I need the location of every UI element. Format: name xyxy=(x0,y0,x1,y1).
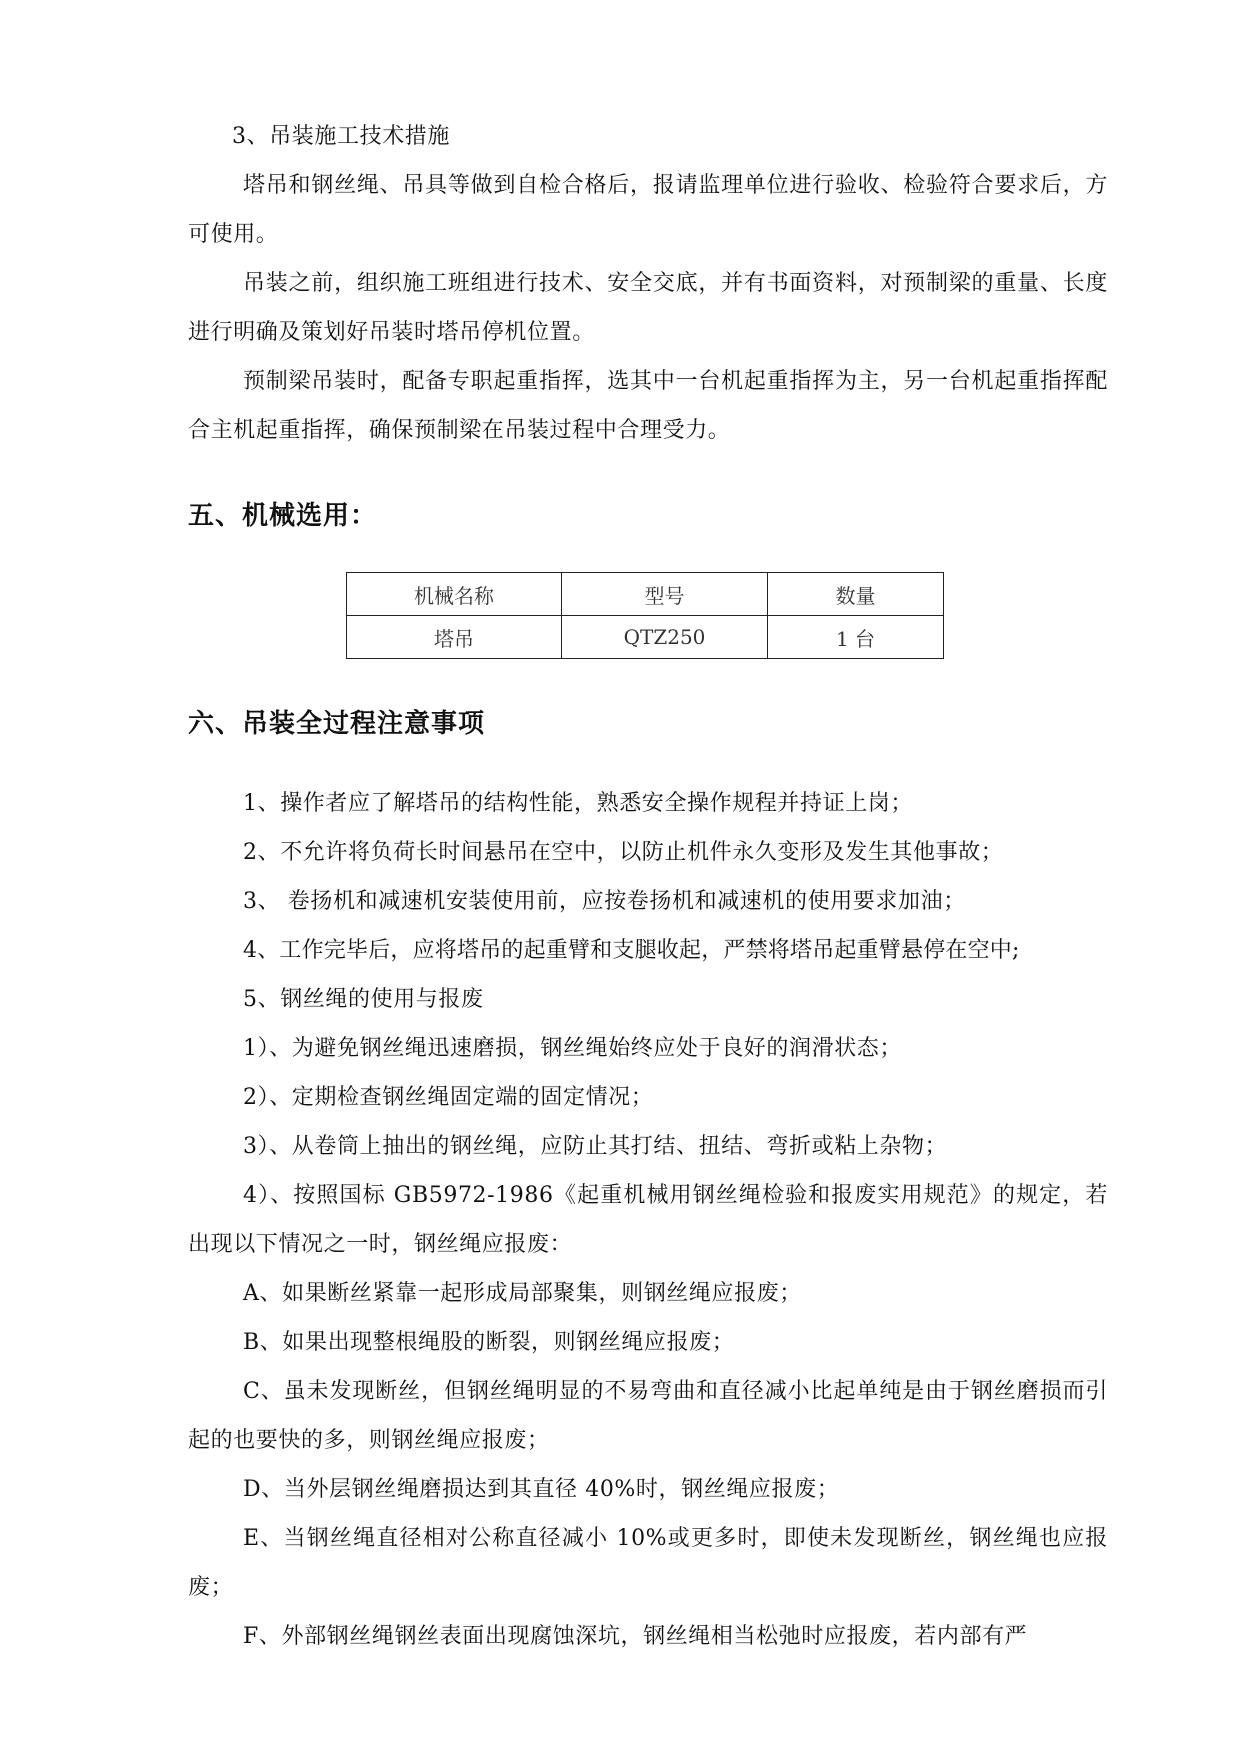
paragraph-command: 预制梁吊装时，配备专职起重指挥，选其中一台机起重指挥为主，另一台机起重指挥配合主机起重指挥，确保预制梁在吊装过程中合理受力。 xyxy=(188,369,1108,443)
table-header-row xyxy=(347,573,944,616)
list-item: E、当钢丝绳直径相对公称直径减小 10%或更多时，即使未发现断丝，钢丝绳也应报废； xyxy=(188,1526,1108,1600)
list-item: 2、不允许将负荷长时间悬吊在空中，以防止机件永久变形及发生其他事故； xyxy=(243,840,1004,865)
table-cell: QTZ250 xyxy=(562,616,768,659)
list-item: F、外部钢丝绳钢丝表面出现腐蚀深坑，钢丝绳相当松弛时应报废，若内部有严 xyxy=(243,1624,1028,1649)
table-cell: 塔吊 xyxy=(347,616,562,659)
list-item: D、当外层钢丝绳磨损达到其直径 40%时，钢丝绳应报废； xyxy=(243,1477,840,1502)
table-cell: 1 台 xyxy=(768,616,944,659)
paragraph-briefing: 吊装之前，组织施工班组进行技术、安全交底，并有书面资料，对预制梁的重量、长度进行明确及策划好吊装时塔吊停机位置。 xyxy=(188,271,1108,345)
table-header-cell: 型号 xyxy=(562,573,768,616)
list-item: 4）、按照国标 GB5972-1986《起重机械用钢丝绳检验和报废实用规范》的规定，若出现以下情况之一时，钢丝绳应报废： xyxy=(188,1183,1108,1257)
list-item: 5、钢丝绳的使用与报废 xyxy=(243,987,484,1012)
list-item: 3）、从卷筒上抽出的钢丝绳，应防止其打结、扭结、弯折或粘上杂物； xyxy=(243,1134,948,1159)
list-item: A、如果断丝紧靠一起形成局部聚集，则钢丝绳应报废； xyxy=(243,1281,802,1306)
table-header-cell: 数量 xyxy=(768,573,944,616)
paragraph-inspection: 塔吊和钢丝绳、吊具等做到自检合格后，报请监理单位进行验收、检验符合要求后，方可使用。 xyxy=(188,173,1108,247)
list-item: 2）、定期检查钢丝绳固定端的固定情况； xyxy=(243,1085,654,1110)
section-6-heading: 六、吊装全过程注意事项 xyxy=(188,709,486,739)
machinery-table xyxy=(346,572,944,659)
list-item: C、虽未发现断丝，但钢丝绳明显的不易弯曲和直径减小比起单纯是由于钢丝磨损而引起的也要快的多，则钢丝绳应报废； xyxy=(188,1379,1108,1453)
section-3-heading: 3、吊装施工技术措施 xyxy=(232,124,450,149)
list-item: 1、操作者应了解塔吊的结构性能，熟悉安全操作规程并持证上岗； xyxy=(243,791,913,816)
list-item: 1）、为避免钢丝绳迅速磨损，钢丝绳始终应处于良好的润滑状态； xyxy=(243,1036,902,1061)
list-item: 3、 卷扬机和减速机安装使用前，应按卷扬机和减速机的使用要求加油； xyxy=(243,889,966,914)
list-item: B、如果出现整根绳股的断裂，则钢丝绳应报废； xyxy=(243,1330,735,1355)
table-header-cell: 机械名称 xyxy=(347,573,562,616)
section-5-heading: 五、机械选用： xyxy=(188,501,378,531)
table-row xyxy=(347,616,944,659)
list-item: 4、工作完毕后，应将塔吊的起重臂和支腿收起，严禁将塔吊起重臂悬停在空中; xyxy=(243,938,1020,963)
